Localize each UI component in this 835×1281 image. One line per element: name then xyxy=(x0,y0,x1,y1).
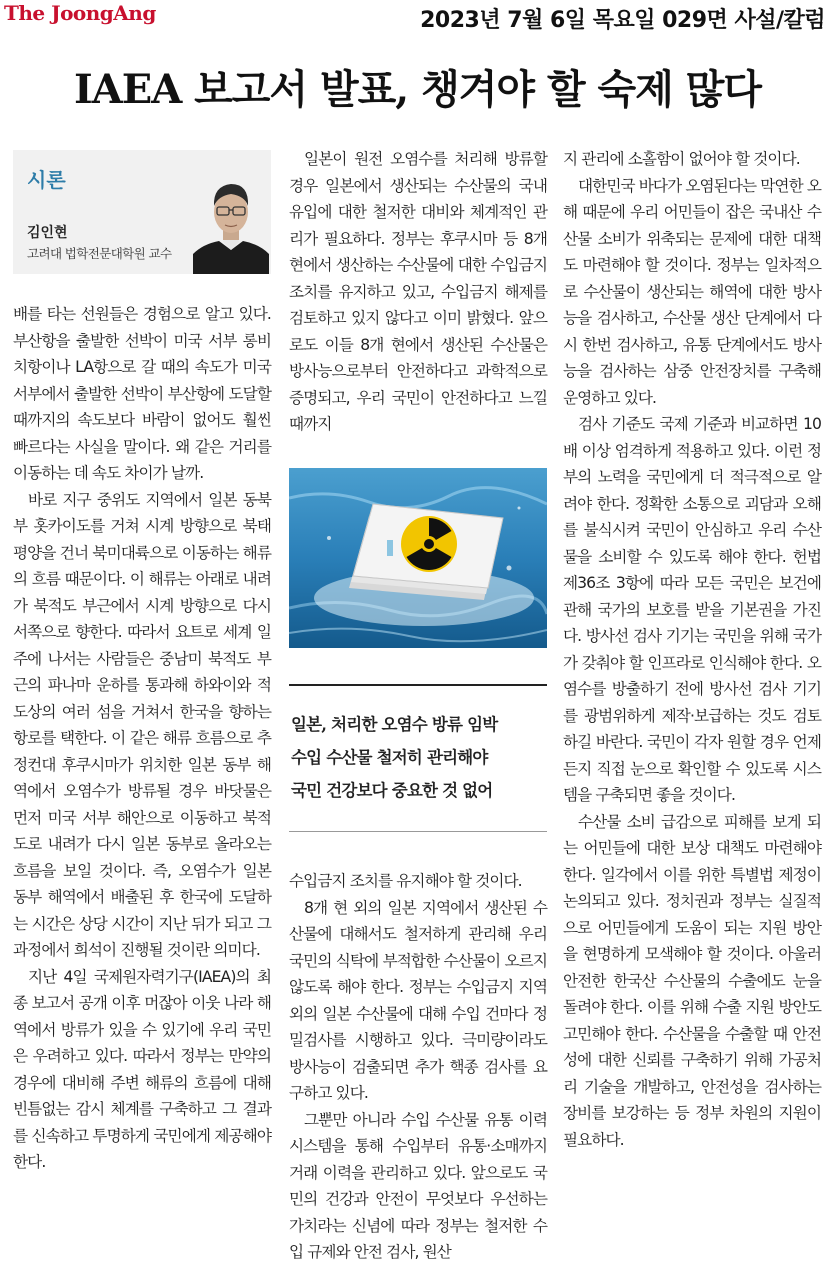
byline-box xyxy=(13,150,271,274)
pull-quote-line: 일본, 처리한 오염수 방류 임박 xyxy=(291,715,498,734)
article-column-2-top xyxy=(289,146,547,438)
paragraph: 수산물 소비 급감으로 피해를 보게 되는 어민들에 대한 보상 대책도 마련해야 한다. 일각에서 이를 위한 특별법 제정이 논의되고 있다. 정치권과 정부는 실질적으로 어민들에게 도움이 되는 지원 방안을 현명하게 모색해야 할 것이다. 아울러 안전한 한국산 수산물의 수출에도 눈을 돌려야 한다. 이를 위해 수출 지원 방안도 고민해야 한다. 수산물을 수출할 때 안전성에 대한 신뢰를 구축하기 위해 가공처리 기술을 개발하고, 안전성을 검사하는 장비를 보강하는 등 정부 차원의 지원이 필요하다. xyxy=(563,812,821,1149)
article-column-3 xyxy=(563,146,821,1153)
paragraph: 검사 기준도 국제 기준과 비교하면 10배 이상 엄격하게 적용하고 있다. 이런 정부의 노력을 국민에게 더 적극적으로 알려야 한다. 정확한 소통으로 괴담과 오해를 불식시켜 국민이 안심하고 우리 수산물을 소비할 수 있도록 해야 한다. 헌법 제36조 3항에 따라 모든 국민은 보건에 관해 국가의 보호를 받을 기본권을 가진다. 방사선 검사 기기는 국민을 위해 국가가 갖춰야 할 인프라로 인식해야 한다. 오염수를 방출하기 전에 방사선 검사 기기를 광범위하게 제작·보급하는 것도 검토하길 바란다. 국민이 각자 원할 경우 언제든지 직접 눈으로 확인할 수 있도록 시스템을 구축되면 좋을 것이다. xyxy=(563,415,821,804)
paragraph: 바로 지구 중위도 지역에서 일본 동북부 홋카이도를 거쳐 시계 방향으로 북태평양을 건너 북미대륙으로 이동하는 해류의 흐름 때문이다. 이 해류는 아래로 내려가 북적도 부근에서 시계 방향으로 다시 서쪽으로 향한다. 따라서 요트로 세계 일주에 나서는 사람들은 중남미 북적도 부근의 파나마 운하를 통과해 하와이와 적도상의 여러 섬을 거쳐서 한국을 향하는 항로를 택한다. 이 같은 해류 흐름으로 추정컨대 후쿠시마가 위치한 일본 동부 해역에서 오염수가 방류될 경우 바닷물은 먼저 미국 서부 해안으로 이동하고 북적도로 내려가 다시 일본 동부로 올라오는 흐름을 보일 것이다. 즉, 오염수가 일본 동부 해역에서 배출된 후 한국에 도달하는 시간은 상당 시간이 지난 뒤가 되고 그 과정에서 희석이 진행될 것이란 의미다. xyxy=(13,490,271,959)
paragraph: 8개 현 외의 일본 지역에서 생산된 수산물에 대해서도 철저하게 관리해 우리 국민의 식탁에 부적합한 수산물이 오르지 않도록 해야 한다. 정부는 수입금지 지역 외의 일본 수산물에 대해 수입 건마다 정밀검사를 시행하고 있다. 극미량이라도 방사능이 검출되면 추가 핵종 검사를 요구하고 있다. xyxy=(289,898,547,1102)
radiation-symbol-icon xyxy=(401,516,457,572)
pull-quote-line: 수입 수산물 철저히 관리해야 xyxy=(291,748,488,767)
article-headline: IAEA 보고서 발표, 챙겨야 할 숙제 많다 xyxy=(73,66,762,113)
author-name: 김인현 xyxy=(27,225,68,241)
paragraph: 배를 타는 선원들은 경험으로 알고 있다. 부산항을 출발한 선박이 미국 서부 롱비치항이나 LA항으로 갈 때의 속도가 미국 서부에서 출발한 선박이 부산항에 도달할 때까지의 속도보다 바람이 없어도 훨씬 빠르다는 사실을 말이다. 왜 같은 거리를 이동하는 데 속도 차이가 날까. xyxy=(13,305,271,482)
section-tag: 시론 xyxy=(27,168,66,192)
paragraph: 수입금지 조치를 유지해야 할 것이다. xyxy=(289,872,522,890)
pull-quote xyxy=(289,684,547,832)
paragraph: 지난 4일 국제원자력기구(IAEA)의 최종 보고서 공개 이후 머잖아 이웃 나라 해역에서 방류가 있을 수 있기에 우리 국민은 우려하고 있다. 따라서 정부는 만약의 경우에 대비해 주변 해류의 흐름에 대해 빈틈없는 감시 체계를 구축하고 그 결과를 신속하고 투명하게 국민에게 제공해야 한다. xyxy=(13,967,271,1171)
masthead xyxy=(0,0,835,36)
dateline: 2023년 7월 6일 목요일 029면 사설/칼럼 xyxy=(420,8,825,33)
article-column-1 xyxy=(13,301,271,1176)
paragraph: 그뿐만 아니라 수입 수산물 유통 이력 시스템을 통해 수입부터 유통·소매까지 거래 이력을 관리하고 있다. 앞으로도 국민의 건강과 안전이 무엇보다 우선하는 가치라는 신념에 따라 정부는 철저한 수입 규제와 안전 검사, 원산 xyxy=(289,1110,547,1261)
pull-quote-line: 국민 건강보다 중요한 것 없어 xyxy=(291,781,493,800)
paragraph: 지 관리에 소홀함이 없어야 할 것이다. xyxy=(563,150,800,168)
author-affiliation: 고려대 법학전문대학원 교수 xyxy=(27,246,172,261)
paragraph: 대한민국 바다가 오염된다는 막연한 오해 때문에 우리 어민들이 잡은 국내산 수산물 소비가 위축되는 문제에 대한 대책도 마련해야 할 것이다. 정부는 일차적으로 수산물이 생산되는 해역에 대한 방사능을 검사하고, 수산물 생산 단계에서 다시 한번 검사하고, 유통 단계에서도 방사능을 검사하는 삼중 안전장치를 구축해 운영하고 있다. xyxy=(563,176,821,407)
newspaper-logo: The JoongAng xyxy=(4,1,156,25)
radiation-waste-photo xyxy=(289,468,547,648)
author-portrait xyxy=(193,170,269,274)
article-column-2-bottom xyxy=(289,868,547,1266)
paragraph: 일본이 원전 오염수를 처리해 방류할 경우 일본에서 생산되는 수산물의 국내 유입에 대한 철저한 대비와 체계적인 관리가 필요하다. 정부는 후쿠시마 등 8개 현에서 생산하는 수산물에 대한 수입금지 조치를 유지하고 있고, 수입금지 해제를 검토하고 있지 않다고 이미 밝혔다. 앞으로도 이들 8개 현에서 생산된 수산물은 방사능으로부터 안전하다고 과학적으로 증명되고, 우리 국민이 안전하다고 느낄 때까지 xyxy=(289,150,547,433)
